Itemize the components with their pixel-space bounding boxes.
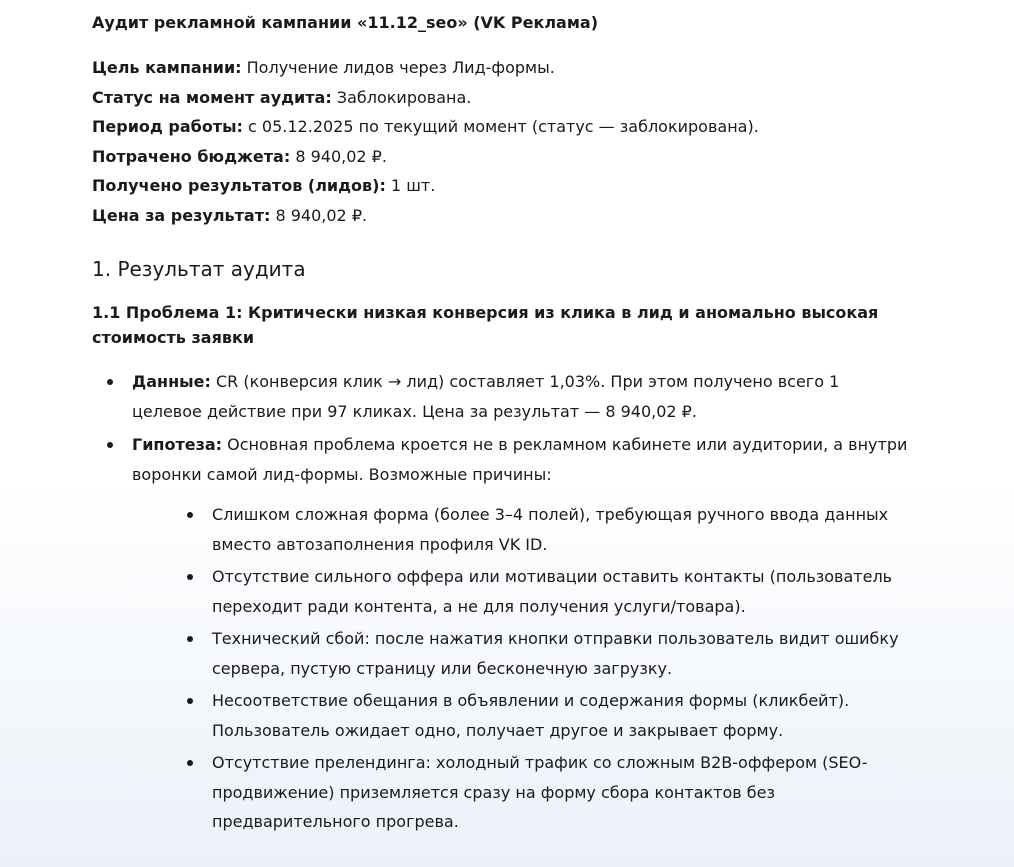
bullet-text: CR (конверсия клик → лид) составляет 1,03%. При этом получено всего 1 целевое действие при 97 кликах. Цена за результат — 8 940,02 ₽. bbox=[132, 372, 840, 421]
bullet-label: Данные: bbox=[132, 372, 211, 391]
document-title: Аудит рекламной кампании «11.12_seo» (VK Реклама) bbox=[92, 13, 599, 32]
bullet-label: Гипотеза: bbox=[132, 435, 223, 454]
meta-budget bbox=[92, 142, 912, 172]
meta-value: с 05.12.2025 по текущий момент (статус — заблокирована). bbox=[242, 117, 759, 136]
meta-value: Заблокирована. bbox=[331, 87, 472, 107]
list-item: Отсутствие прелендинга: холодный трафик со сложным B2B-оффером (SEO-продвижение) приземляется сразу на форму сбора контактов без предварительного прогрева. bbox=[132, 748, 912, 837]
list-item-data bbox=[92, 367, 912, 426]
meta-label: Получено результатов (лидов): bbox=[92, 176, 386, 195]
reasons-list bbox=[132, 500, 912, 837]
list-item: Отсутствие сильного оффера или мотивации оставить контакты (пользователь переходит ради контента, а не для получения услуги/товара). bbox=[132, 562, 912, 621]
problem-bullet-list bbox=[92, 367, 912, 837]
meta-goal bbox=[92, 53, 912, 83]
meta-label: Потрачено бюджета: bbox=[92, 146, 291, 166]
list-item: Слишком сложная форма (более 3–4 полей), требующая ручного ввода данных вместо автозаполнения профиля VK ID. bbox=[132, 500, 912, 559]
campaign-meta bbox=[92, 53, 912, 230]
meta-value: 8 940,02 ₽. bbox=[270, 205, 368, 225]
meta-label: Цена за результат: bbox=[92, 205, 271, 225]
meta-results bbox=[92, 171, 912, 201]
subsection-heading: 1.1 Проблема 1: Критически низкая конверсия из клика в лид и аномально высокая стоимость заявки bbox=[92, 303, 879, 347]
meta-label: Статус на момент аудита: bbox=[92, 87, 332, 107]
list-item: Технический сбой: после нажатия кнопки отправки пользователь видит ошибку сервера, пустую страницу или бесконечную загрузку. bbox=[132, 624, 912, 683]
meta-label: Цель кампании: bbox=[92, 58, 242, 77]
meta-cost-per-result bbox=[92, 201, 912, 231]
list-item: Несоответствие обещания в объявлении и содержания формы (кликбейт). Пользователь ожидает одно, получает другое и закрывает форму. bbox=[132, 686, 912, 745]
meta-status bbox=[92, 83, 912, 113]
meta-value: 8 940,02 ₽. bbox=[290, 146, 387, 166]
bullet-text: Основная проблема кроется не в рекламном кабинете или аудитории, а внутри воронки самой лид-формы. Возможные причины: bbox=[132, 435, 908, 484]
section-heading: 1. Результат аудита bbox=[92, 257, 306, 281]
meta-value: 1 шт. bbox=[385, 176, 436, 195]
meta-value: Получение лидов через Лид-формы. bbox=[241, 58, 555, 77]
meta-period bbox=[92, 112, 912, 142]
document bbox=[92, 11, 912, 841]
list-item-hypothesis bbox=[92, 430, 912, 837]
meta-label: Период работы: bbox=[92, 117, 243, 136]
